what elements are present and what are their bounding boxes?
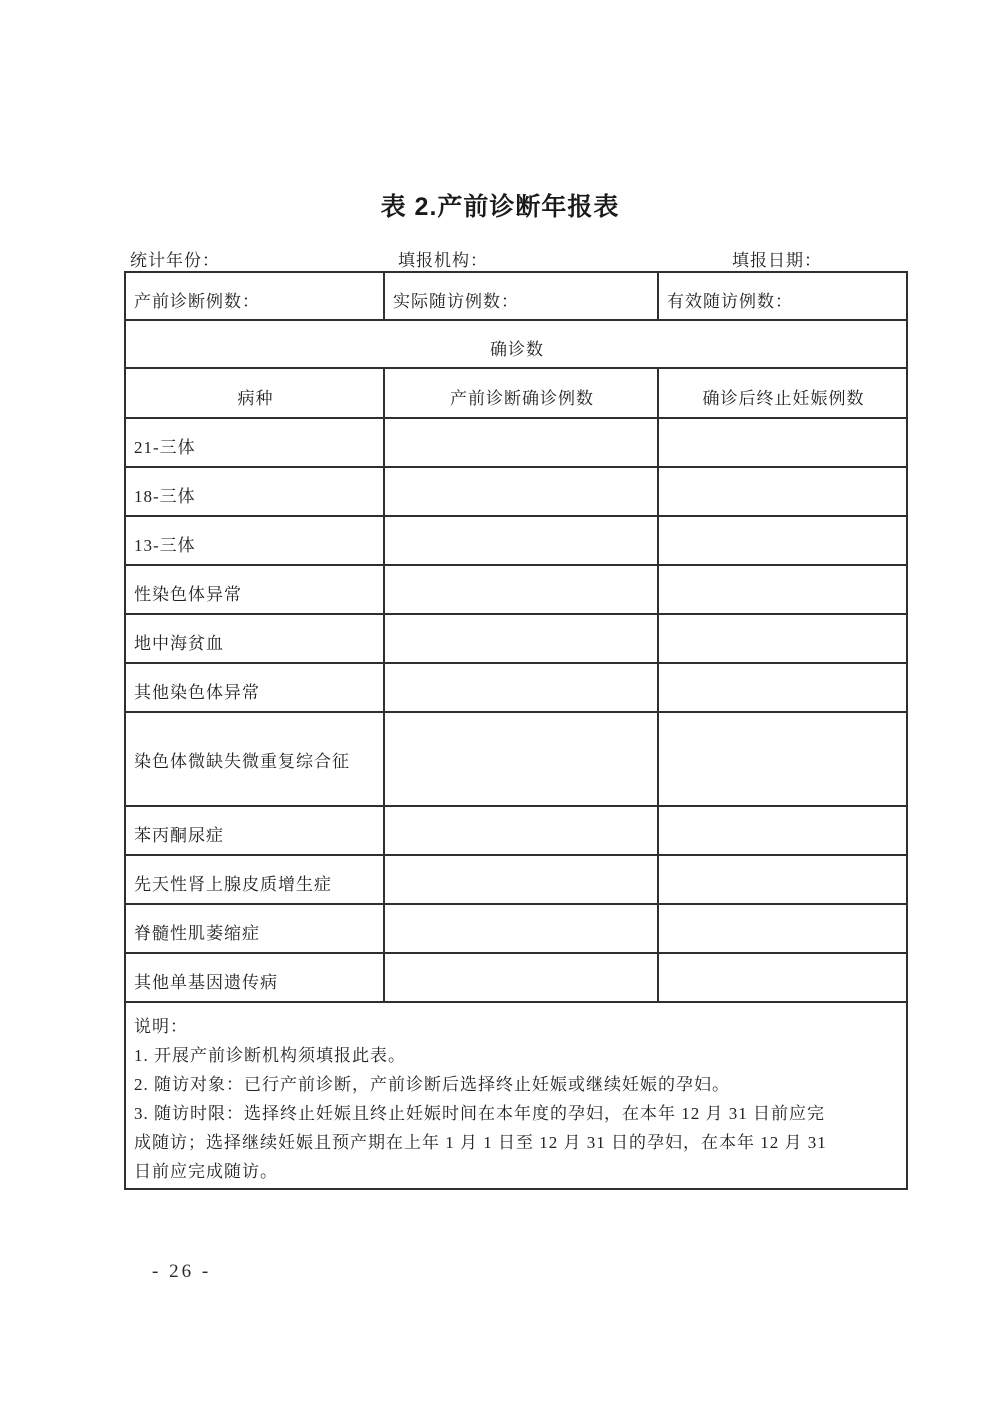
disease-label-cell: 苯丙酮尿症 [125, 806, 384, 855]
note-line: 成随访；选择继续妊娠且预产期在上年 1 月 1 日至 12 月 31 日的孕妇，在本年 12 月 31 [134, 1132, 827, 1152]
confirmed-cases-cell [384, 614, 658, 663]
terminated-pregnancy-cell [658, 855, 907, 904]
confirmed-cases-cell [384, 953, 658, 1002]
table-row [125, 418, 907, 467]
valid-followup-count-cell: 有效随访例数： [658, 272, 907, 320]
disease-label-cell: 染色体微缺失微重复综合征 [125, 712, 384, 806]
table-row [125, 953, 907, 1002]
confirmed-cases-cell [384, 712, 658, 806]
terminated-pregnancy-cell [658, 565, 907, 614]
notes-cell [125, 1002, 907, 1189]
disease-label-cell: 先天性肾上腺皮质增生症 [125, 855, 384, 904]
annual-report-table [124, 271, 908, 1190]
table-row [125, 904, 907, 953]
table-row [125, 663, 907, 712]
meta-row [124, 246, 906, 270]
report-date-label: 填报日期： [732, 251, 822, 270]
notes-row [125, 1002, 907, 1189]
disease-label-cell: 其他染色体异常 [125, 663, 384, 712]
disease-label-cell: 地中海贫血 [125, 614, 384, 663]
table-row [125, 516, 907, 565]
table-row [125, 806, 907, 855]
table-row [125, 855, 907, 904]
note-line: 1. 开展产前诊断机构须填报此表。 [134, 1045, 406, 1065]
column-header-confirmed: 产前诊断确诊例数 [384, 368, 658, 418]
column-header-disease: 病种 [125, 368, 384, 418]
terminated-pregnancy-cell [658, 712, 907, 806]
confirmed-cases-cell [384, 855, 658, 904]
confirmed-cases-cell [384, 663, 658, 712]
summary-row [125, 272, 907, 320]
terminated-pregnancy-cell [658, 614, 907, 663]
report-org-label: 填报机构： [398, 251, 488, 270]
disease-label-cell: 21-三体 [125, 418, 384, 467]
table-row [125, 712, 907, 806]
confirmed-cases-cell [384, 467, 658, 516]
page-number: - 26 - [152, 1261, 212, 1282]
disease-label-cell: 其他单基因遗传病 [125, 953, 384, 1002]
prenatal-diagnosis-count-cell: 产前诊断例数： [125, 272, 384, 320]
page-title: 表 2.产前诊断年报表 [380, 193, 620, 221]
disease-label-cell: 性染色体异常 [125, 565, 384, 614]
disease-label-cell: 脊髓性肌萎缩症 [125, 904, 384, 953]
terminated-pregnancy-cell [658, 418, 907, 467]
column-header-row [125, 368, 907, 418]
confirmed-cases-cell [384, 418, 658, 467]
section-header-row [125, 320, 907, 368]
stat-year-label: 统计年份： [130, 251, 220, 270]
terminated-pregnancy-cell [658, 467, 907, 516]
note-line: 3. 随访时限：选择终止妊娠且终止妊娠时间在本年度的孕妇，在本年 12 月 31 日前应完 [134, 1103, 825, 1123]
note-line: 2. 随访对象：已行产前诊断，产前诊断后选择终止妊娠或继续妊娠的孕妇。 [134, 1074, 730, 1094]
terminated-pregnancy-cell [658, 904, 907, 953]
terminated-pregnancy-cell [658, 516, 907, 565]
terminated-pregnancy-cell [658, 663, 907, 712]
column-header-terminated: 确诊后终止妊娠例数 [658, 368, 907, 418]
disease-label-cell: 18-三体 [125, 467, 384, 516]
confirmed-count-section-header: 确诊数 [125, 320, 907, 368]
confirmed-cases-cell [384, 904, 658, 953]
note-line: 说明： [134, 1016, 188, 1036]
note-line: 日前应完成随访。 [134, 1161, 278, 1181]
table-row [125, 565, 907, 614]
confirmed-cases-cell [384, 565, 658, 614]
confirmed-cases-cell [384, 806, 658, 855]
table-row [125, 614, 907, 663]
confirmed-cases-cell [384, 516, 658, 565]
table-row [125, 467, 907, 516]
terminated-pregnancy-cell [658, 806, 907, 855]
actual-followup-count-cell: 实际随访例数： [384, 272, 658, 320]
terminated-pregnancy-cell [658, 953, 907, 1002]
disease-label-cell: 13-三体 [125, 516, 384, 565]
